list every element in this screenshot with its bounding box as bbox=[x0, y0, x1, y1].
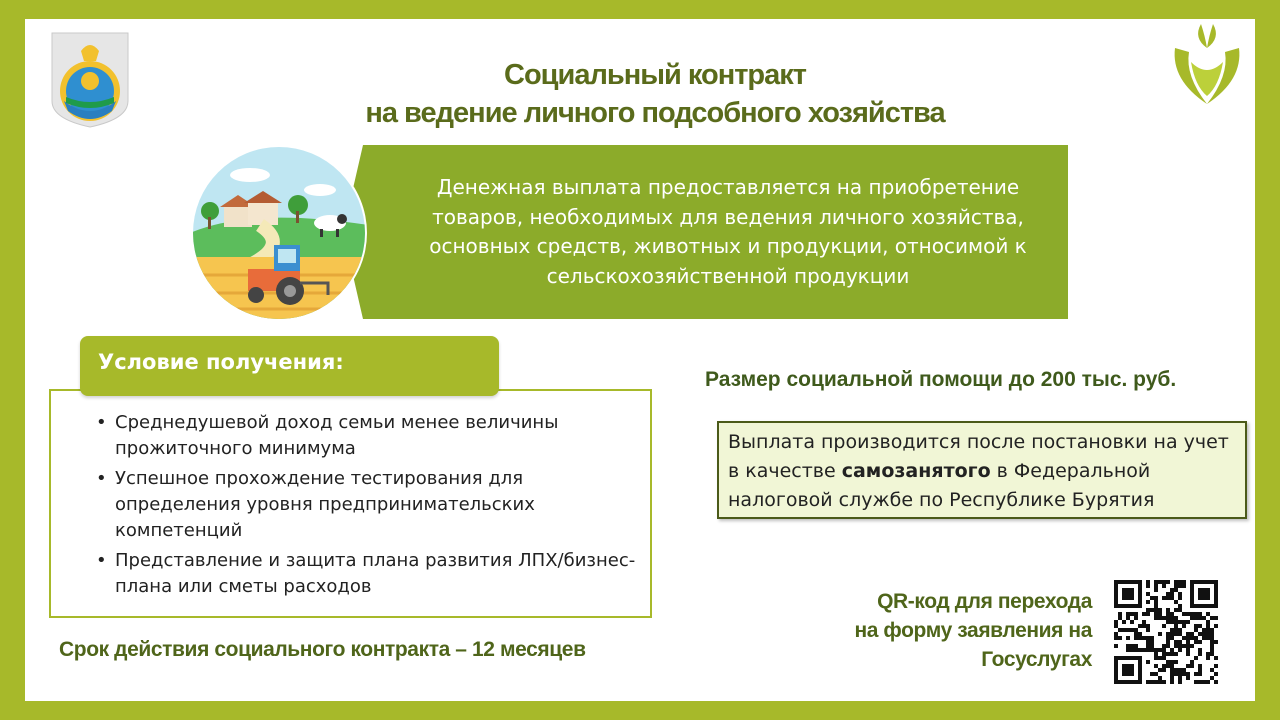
page-title bbox=[300, 56, 1010, 132]
conditions-header-label: Условие получения: bbox=[98, 350, 344, 374]
qr-caption: QR-код для перехода на форму заявления на Госуслугах bbox=[854, 590, 1092, 671]
aid-amount: Размер социальной помощи до 200 тыс. руб. bbox=[705, 368, 1177, 391]
list-item: • Представление и защита плана развития ЛПХ/бизнес-плана или сметы расходов bbox=[96, 550, 636, 597]
bullet-icon: • bbox=[96, 468, 107, 489]
bullet-icon: • bbox=[96, 412, 107, 433]
banner-text: Денежная выплата предоставляется на приобретение товаров, необходимых для ведения личного хозяйства, основных средств, животных и продукции, относимой к сельскохозяйственной продукции bbox=[429, 175, 1027, 288]
coat-of-arms-icon bbox=[50, 31, 130, 129]
conditions-header bbox=[80, 336, 499, 396]
farm-tractor-illustration-icon bbox=[190, 145, 368, 321]
bullet-icon: • bbox=[96, 550, 107, 571]
info-banner bbox=[343, 145, 1068, 319]
title-line-1: Социальный контракт bbox=[504, 59, 806, 91]
social-hands-logo-icon bbox=[1167, 18, 1247, 110]
qr-code-icon[interactable] bbox=[1114, 580, 1218, 684]
contract-duration: Срок действия социального контракта – 12 месяцев bbox=[59, 638, 586, 661]
payment-note bbox=[717, 421, 1247, 519]
list-item: • Среднедушевой доход семьи менее величины прожиточного минимума bbox=[96, 412, 559, 459]
list-item: • Успешное прохождение тестирования для определения уровня предпринимательских компетенций bbox=[96, 468, 535, 541]
payment-note-text: Выплата производится после постановки на учет в качестве самозанятого в Федеральной налоговой службе по Республике Бурятия bbox=[728, 431, 1229, 511]
conditions-list bbox=[96, 410, 636, 604]
self-employed-bold: самозанятого bbox=[841, 460, 991, 482]
title-line-2: на ведение личного подсобного хозяйства bbox=[365, 97, 945, 129]
